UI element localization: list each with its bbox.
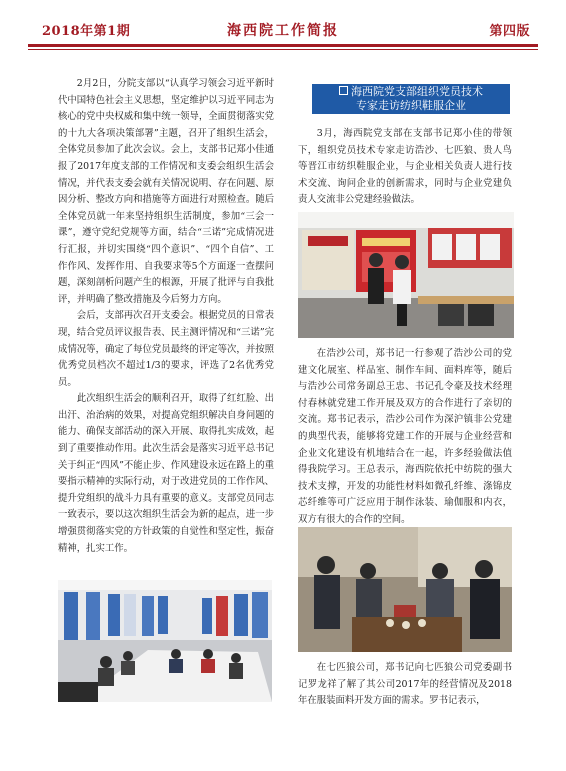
issue-label: 2018年第1期 — [42, 24, 131, 39]
header-rule-thin — [28, 49, 538, 50]
left-column — [58, 76, 274, 557]
article-banner — [312, 84, 510, 114]
showroom-photo — [298, 212, 514, 338]
right-paragraph-2: 在浩沙公司，郑书记一行参观了浩沙公司的党建文化展室、样品室、制作车间、面料库等，随后与浩沙公司常务副总王忠、书记孔令豪及技术经理付春林就党建工作开展及双方的合作进行了亲切的交流。郑书记表示，浩沙公司作为深沪镇非公党建的典型代表，能够将党建工作的开展与企业经营和企业文化建设有机地结合在一起，许多经验做法值得我院学习。王总表示，海西院依托中纺院的强大技术支撑，开发的功能性材料如微孔纤维、涤锦皮芯纤维等可广泛应用于制作泳装、瑜伽服和内衣，双方有很大的合作的空间。 — [298, 348, 512, 525]
right-paragraph-3: 在七匹狼公司，郑书记向七匹狼公司党委副书记罗龙祥了解了其公司2017年的经营情况及2018年在服装面料开发方面的需求。罗书记表示， — [298, 662, 512, 707]
page-label: 第四版 — [489, 24, 530, 39]
left-paragraph-2: 会后，支部再次召开支委会。根据党员的日常表现，结合党员评议报告表、民主测评情况和“三诺”完成情况等，确定了每位党员最终的评定等次，并按照优秀党员档次不超过1/3的要求，评选了2名优秀党员。 — [58, 310, 274, 388]
left-paragraph-1: 2月2日，分院支部以“认真学习领会习近平新时代中国特色社会主义思想，坚定维护以习近平同志为核心的党中央权威和集中统一领导，全面贯彻落实党的十九大各项决策部署”主题，召开了组织生活会，全体党员参加了此次会议。会上，支部书记郑小佳通报了2017年度支部的工作情况和支委会组织生活会情况，并代表支委会就有关情况说明、存在问题、原因分析、整改方向和措施等方面进行对照检查。随后全体党员就一年来坚持组织生活制度，参加“三会一课”，遵守党纪党规等方面，结合“三诺”完成情况进行汇报，并切实围绕“四个意识”、“四个自信”、工作作风、发挥作用、自我要求等5个方面逐一查摆问题，深刻剖析问题产生的根源，开展了批评与自我批评，并明确了整改措施及今后努力方向。 — [58, 78, 274, 305]
publication-title: 海西院工作简报 — [227, 23, 339, 39]
banner-line-2: 专家走访纺织鞋服企业 — [356, 99, 466, 112]
banner-line-1: 海西院党支部组织党员技术 — [351, 85, 483, 98]
header-rule-thick — [28, 44, 538, 47]
visit-photo — [298, 527, 512, 652]
right-paragraph-1: 3月，海西院党支部在支部书记郑小佳的带领下，组织党员技术专家走访浩沙、七匹狼、贵人鸟等晋江市纺织鞋服企业，与企业相关负责人进行技术交流、询问企业的创新需求，同时与企业党建负责人交流非公党建经验做法。 — [298, 128, 512, 206]
left-paragraph-3: 此次组织生活会的顺利召开，取得了红红脸、出出汗、治治病的效果，对提高党组织解决自身问题的能力、确保支部活动的深入开展、取得扎实成效，起到了重要推动作用。此次生活会是落实习近平总书记关于纠正“四风”不能止步、作风建设永远在路上的重要指示精神的实际行动，对于改进党员的工作作风、提升党组织的战斗力具有重要的意义。支部党员同志一致表示，要以这次组织生活会为新的起点，进一步增强贯彻落实党的方针政策的自觉性和坚定性，振奋精神，扎实工作。 — [58, 393, 274, 554]
right-intro — [298, 126, 512, 209]
meeting-photo — [58, 580, 272, 702]
page-header — [28, 8, 538, 50]
square-bullet-icon — [339, 86, 348, 95]
right-bottom — [298, 660, 512, 710]
right-middle — [298, 346, 512, 529]
